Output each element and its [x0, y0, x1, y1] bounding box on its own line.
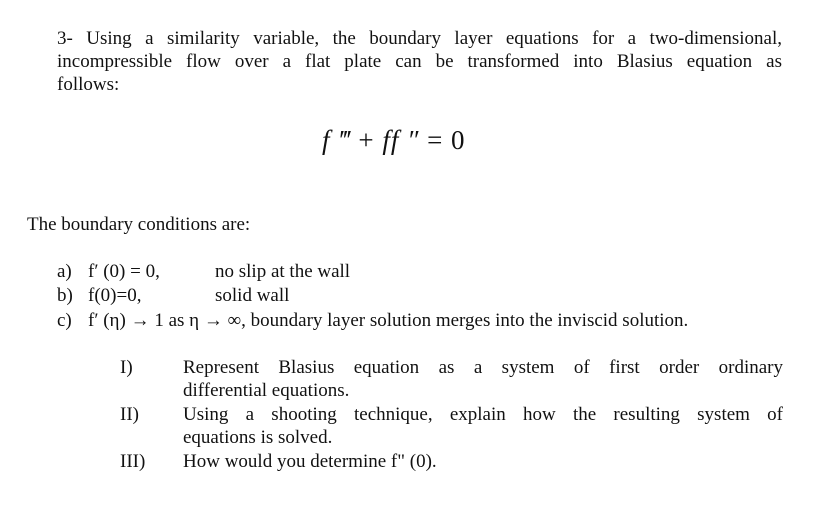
question-label-1: I): [120, 357, 133, 378]
equation-term-ffpp: ff ″: [382, 125, 420, 155]
equation-term-fppp: f ‴: [322, 125, 351, 155]
question-1-line-1: Represent Blasius equation as a system of first order ordinary: [183, 357, 783, 378]
problem-line-3: follows:: [57, 74, 120, 95]
equation-plus: +: [358, 125, 375, 155]
bc-desc-a: no slip at the wall: [215, 261, 351, 282]
question-label-2: II): [120, 404, 139, 425]
bc-desc-b: solid wall: [215, 285, 290, 306]
bc-label-c: c): [57, 310, 72, 331]
blasius-equation: [322, 125, 466, 155]
bc-expr-a: f′ (0) = 0,: [88, 261, 160, 282]
question-3-line-1: How would you determine f" (0).: [183, 451, 437, 472]
problem-line-2: incompressible flow over a flat plate can be transformed into Blasius equation as: [57, 51, 782, 72]
question-2-line-2: equations is solved.: [183, 427, 333, 448]
problem-line-1: 3- Using a similarity variable, the boundary layer equations for a two-dimensional,: [57, 28, 782, 49]
question-2-line-1: Using a shooting technique, explain how the resulting system of: [183, 404, 783, 425]
bc-expr-b: f(0)=0,: [88, 285, 142, 306]
bc-label-a: a): [57, 261, 72, 282]
bc-heading: The boundary conditions are:: [27, 214, 251, 235]
question-1-line-2: differential equations.: [183, 380, 350, 401]
bc-expr-c: f′ (η) → 1 as η → ∞, boundary layer solution merges into the inviscid solution.: [88, 310, 689, 331]
equation-rhs: = 0: [427, 125, 466, 155]
question-label-3: III): [120, 451, 146, 472]
bc-label-b: b): [57, 285, 73, 306]
